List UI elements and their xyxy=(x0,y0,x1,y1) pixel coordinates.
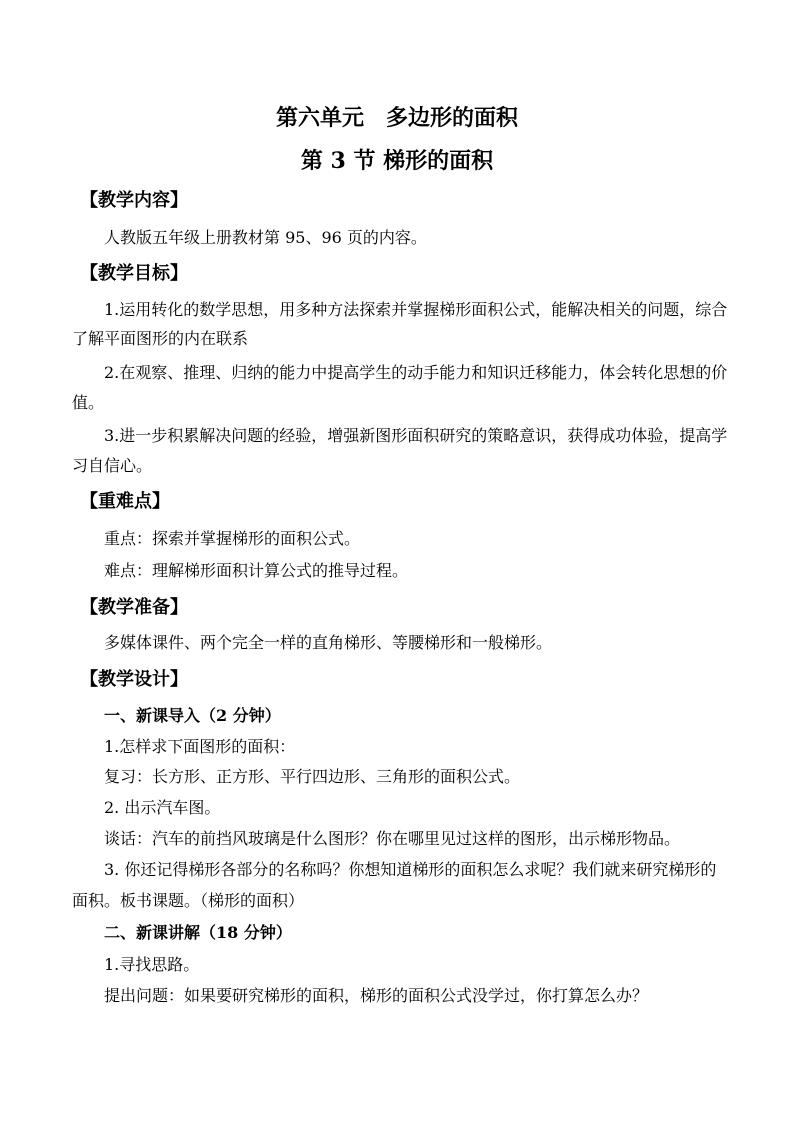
part-1-item-3-line-2: 面积。板书课题。（梯形的面积） xyxy=(72,891,305,910)
part-1-heading: 一、新课导入（2 分钟） xyxy=(104,706,281,725)
part-1-item-3-line-1: 3. 你还记得梯形各部分的名称吗？你想知道梯形的面积怎么求呢？我们就来研究梯形的 xyxy=(104,860,717,879)
part-1-item-1: 1.怎样求下面图形的面积： xyxy=(104,737,296,756)
heading-teaching-content: 【教学内容】 xyxy=(80,190,188,211)
preparation-text: 多媒体课件、两个完全一样的直角梯形、等腰梯形和一般梯形。 xyxy=(104,633,553,652)
key-point-text: 重点：探索并掌握梯形的面积公式。 xyxy=(104,529,361,548)
section-title: 第 3 节 梯形的面积 xyxy=(300,148,494,174)
part-2-question: 提出问题：如果要研究梯形的面积，梯形的面积公式没学过，你打算怎么办？ xyxy=(104,986,649,1005)
part-2-heading: 二、新课讲解（18 分钟） xyxy=(104,923,292,942)
difficult-point-text: 难点：理解梯形面积计算公式的推导过程。 xyxy=(104,561,409,580)
part-2-item-1: 1.寻找思路。 xyxy=(104,955,200,974)
heading-teaching-design: 【教学设计】 xyxy=(80,669,188,690)
part-1-item-2: 2. 出示汽车图。 xyxy=(104,798,221,817)
goal-1-line-2: 了解平面图形的内在联系 xyxy=(72,329,249,348)
part-1-talk: 谈话：汽车的前挡风玻璃是什么图形？你在哪里见过这样的图形，出示梯形物品。 xyxy=(104,829,681,848)
part-1-review: 复习：长方形、正方形、平行四边形、三角形的面积公式。 xyxy=(104,767,521,786)
goal-1-line-1: 1.运用转化的数学思想，用多种方法探索并掌握梯形面积公式，能解决相关的问题，综合 xyxy=(104,300,728,319)
goal-3-line-2: 习自信心。 xyxy=(72,456,153,475)
heading-teaching-goals: 【教学目标】 xyxy=(80,263,188,284)
unit-title: 第六单元 多边形的面积 xyxy=(275,105,518,131)
goal-2-line-2: 值。 xyxy=(72,393,105,412)
goal-2-line-1: 2.在观察、推理、归纳的能力中提高学生的动手能力和知识迁移能力，体会转化思想的价 xyxy=(104,363,728,382)
heading-key-points: 【重难点】 xyxy=(80,491,170,512)
heading-preparation: 【教学准备】 xyxy=(80,597,188,618)
content-text: 人教版五年级上册教材第 95、96 页的内容。 xyxy=(104,228,427,247)
goal-3-line-1: 3.进一步积累解决问题的经验，增强新图形面积研究的策略意识，获得成功体验，提高学 xyxy=(104,426,728,445)
